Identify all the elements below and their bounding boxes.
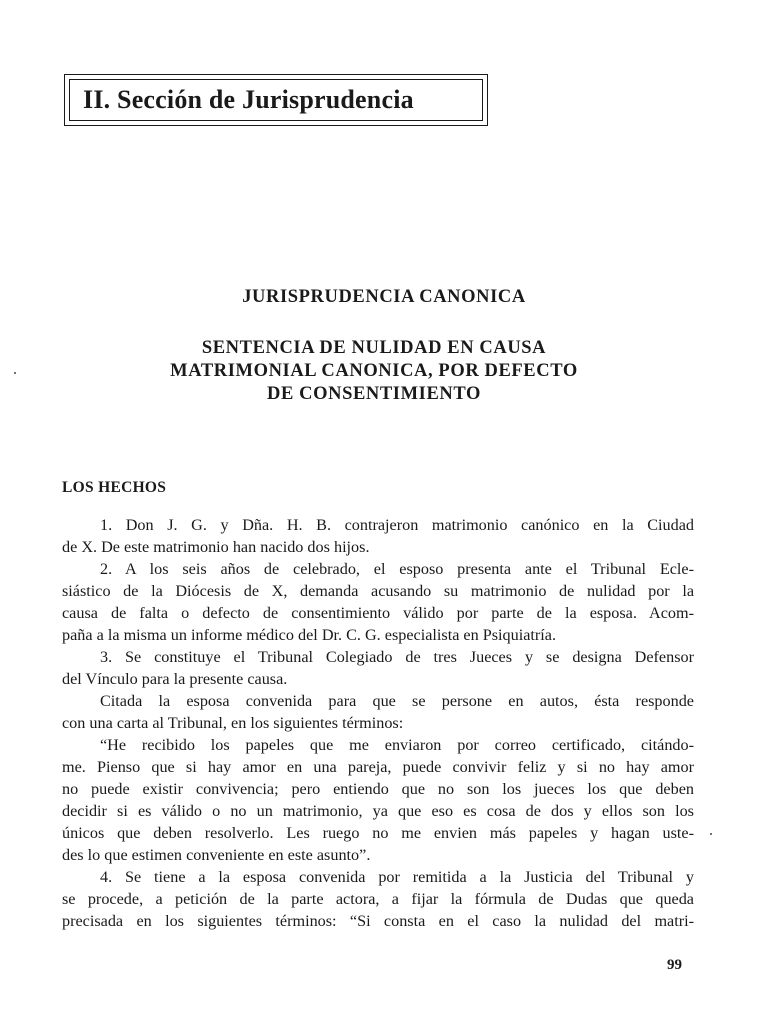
section-title: II. Sección de Jurisprudencia (83, 85, 414, 114)
paragraph (62, 558, 694, 646)
paragraph (62, 514, 694, 558)
text-line: de X. De este matrimonio han nacido dos hijos. (62, 538, 370, 556)
document-subheading (0, 337, 748, 406)
paragraph-quote (62, 734, 694, 866)
text-line: con una carta al Tribunal, en los siguientes términos: (62, 714, 404, 732)
text-line: Citada la esposa convenida para que se persone en autos, ésta responde (100, 692, 694, 710)
text-line: no puede existir convivencia; pero entiendo que no son los jueces los que deben (62, 780, 694, 798)
text-line: paña a la misma un informe médico del Dr. C. G. especialista en Psiquiatría. (62, 626, 557, 644)
text-line: se procede, a petición de la parte actora, a fijar la fórmula de Dudas que queda (62, 890, 694, 908)
text-line: decidir si es válido o no un matrimonio, ya que eso es cosa de dos y ellos son los (62, 802, 694, 820)
paragraph (62, 690, 694, 734)
scan-speck (14, 372, 16, 374)
text-line: causa de falta o defecto de consentimiento válido por parte de la esposa. Acom- (62, 604, 694, 622)
text-line: “He recibido los papeles que me enviaron por correo certificado, citándo- (100, 736, 694, 754)
text-line: des lo que estimen conveniente en este asunto”. (62, 846, 371, 864)
section-header-box (64, 74, 488, 126)
document-heading: JURISPRUDENCIA CANONICA (242, 287, 526, 307)
text-line: 2. A los seis años de celebrado, el esposo presenta ante el Tribunal Ecle- (100, 560, 694, 578)
text-line: del Vínculo para la presente causa. (62, 670, 288, 688)
paragraph (62, 866, 694, 932)
paragraph (62, 646, 694, 690)
page-number: 99 (667, 957, 682, 973)
subheading-line: SENTENCIA DE NULIDAD EN CAUSA (201, 338, 547, 358)
scan-speck (710, 833, 712, 835)
text-line: 4. Se tiene a la esposa convenida por remitida a la Justicia del Tribunal y (100, 868, 694, 886)
body-text (62, 514, 694, 932)
subheading-line: DE CONSENTIMIENTO (267, 384, 481, 404)
text-line: únicos que deben resolverlo. Les ruego no me envien más papeles y hagan uste- (62, 824, 694, 842)
text-line: me. Pienso que si hay amor en una pareja, puede convivir feliz y si no hay amor (62, 758, 694, 776)
text-line: 1. Don J. G. y Dña. H. B. contrajeron matrimonio canónico en la Ciudad (100, 516, 694, 534)
text-line: siástico de la Diócesis de X, demanda acusando su matrimonio de nulidad por la (62, 582, 694, 600)
subheading-line: MATRIMONIAL CANONICA, POR DEFECTO (170, 361, 578, 381)
text-line: 3. Se constituye el Tribunal Colegiado de tres Jueces y se designa Defensor (100, 648, 694, 666)
section-label-hechos: LOS HECHOS (62, 479, 167, 496)
text-line: precisada en los siguientes términos: “Si consta en el caso la nulidad del matri- (62, 912, 694, 930)
